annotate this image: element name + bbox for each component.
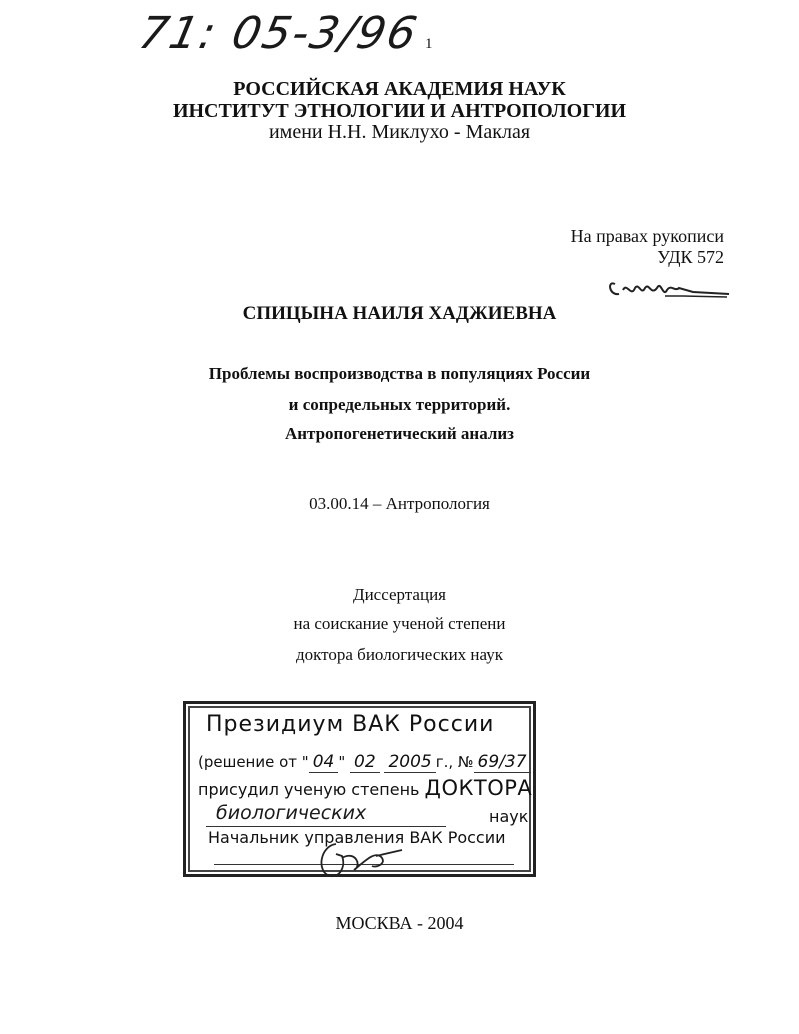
specialty-code: 03.00.14 – Антропология [309,494,490,513]
stamp-field-handwritten: биологических [216,802,367,824]
stamp-sciences-label: наук [489,807,529,826]
manuscript-rights-label: На правах рукописи [570,226,724,246]
stamp-degree: ДОКТОРА [424,776,533,800]
stamp-decision-month: 02 [350,752,380,773]
city-and-year: МОСКВА - 2004 [335,913,464,933]
stamp-decision-quote: " [338,753,346,771]
stamp-decision-suffix: г., № [435,753,474,771]
organization-academy: РОССИЙСКАЯ АКАДЕМИЯ НАУК [233,78,566,100]
udc-code: УДК 572 [657,247,724,267]
stamp-decision-day: 04 [309,752,339,773]
author-name: СПИЦЫНА НАИЛЯ ХАДЖИЕВНА [242,303,557,324]
dissertation-title-line-2: и сопредельных территорий. [288,395,511,414]
organization-named-after: имени Н.Н. Миклухо - Маклая [268,121,531,143]
stamp-decision-prefix: (решение от " [198,753,309,771]
stamp-awarded-prefix: присудил ученую степень [198,780,425,799]
stamp-head-of-department: Начальник управления ВАК России [208,828,506,847]
degree-name: доктора биологических наук [296,645,503,664]
stamp-decision-year: 2005 [384,752,435,773]
dissertation-title-line-1: Проблемы воспроизводства в популяциях России [208,364,591,383]
dissertation-title-line-3: Антропогенетический анализ [284,424,515,443]
dissertation-label: Диссертация [352,585,446,604]
stamp-decision-line [198,752,531,772]
stamp-title: Президиум ВАК России [206,712,495,737]
organization-institute: ИНСТИТУТ ЭТНОЛОГИИ И АНТРОПОЛОГИИ [172,100,627,122]
page-number: 1 [425,36,433,52]
stamp-awarded-line [198,776,532,800]
stamp-decision-number: 69/37 [474,752,531,773]
stamp-signature [306,836,416,880]
degree-purpose: на соискание ученой степени [293,614,506,633]
vak-stamp [183,701,536,877]
handwritten-archive-code: 71: 05-3/96 [134,8,423,59]
